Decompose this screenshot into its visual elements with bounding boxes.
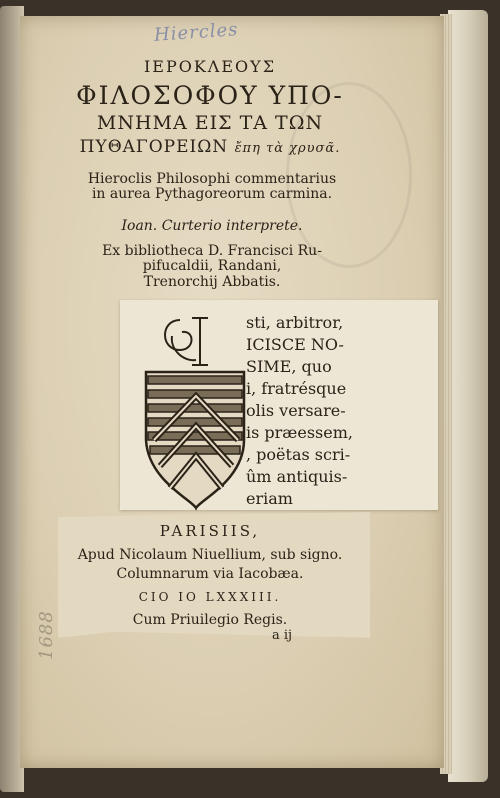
margin-pencil-note: 1688 <box>36 610 57 660</box>
partial-text-block <box>246 312 442 510</box>
title-line-4-main: ΠΥΘΑΓΟΡΕΙΩΝ <box>79 136 229 157</box>
library-line-2: pifucaldii, Randani, <box>142 258 282 275</box>
latin-line-1: Hieroclis Philosophi commentarius <box>87 171 337 187</box>
right-binding-board <box>448 10 488 782</box>
imprint-privilege: Cum Priuilegio Regis. <box>132 612 288 628</box>
body-line: sti, arbitror, <box>246 313 344 332</box>
library-line-1: Ex bibliotheca D. Francisci Ru- <box>102 243 322 259</box>
signature-mark: a ij <box>272 628 293 643</box>
body-line: ûm antiquis- <box>246 467 348 486</box>
body-line: is præessem, <box>246 423 353 442</box>
title-line-1: ΙΕΡΟΚΛΕΟΥΣ <box>143 57 277 76</box>
imprint-city: PARISIIS, <box>159 522 261 540</box>
body-line: olis versare- <box>246 401 346 420</box>
imprint-year: CIO IO LXXXIII. <box>138 590 282 604</box>
heraldic-crest-icon <box>140 310 252 520</box>
title-line-4-italic: ἔπη τὰ χρυσᾶ. <box>234 140 341 156</box>
latin-line-2: in aurea Pythagoreorum carmina. <box>91 186 333 203</box>
body-line: SIME, quo <box>246 357 332 376</box>
title-line-3: ΜΝΗΜΑ ΕΙΣ ΤΑ ΤΩΝ <box>96 112 324 135</box>
title-line-4 <box>40 138 380 157</box>
library-line-3: Trenorchij Abbatis. <box>143 273 281 290</box>
body-line: , poëtas scri- <box>246 445 351 464</box>
interpreter-line: Ioan. Curterio interprete. <box>121 218 303 234</box>
title-line-2: ΦΙΛΟΣΟΦΟΥ ΥΠΟ- <box>76 80 344 110</box>
body-line: eriam <box>246 489 293 508</box>
imprint-printer: Apud Nicolaum Niuellium, sub signo. <box>77 547 343 563</box>
imprint-address: Columnarum via Iacobæa. <box>116 566 304 582</box>
body-line: i, fratrésque <box>246 379 347 398</box>
handwritten-note: Hiercles <box>153 19 240 46</box>
library-ownership <box>52 244 372 290</box>
greek-title <box>40 54 380 157</box>
body-line: ICISCE NO- <box>246 335 344 354</box>
latin-title <box>52 172 372 203</box>
